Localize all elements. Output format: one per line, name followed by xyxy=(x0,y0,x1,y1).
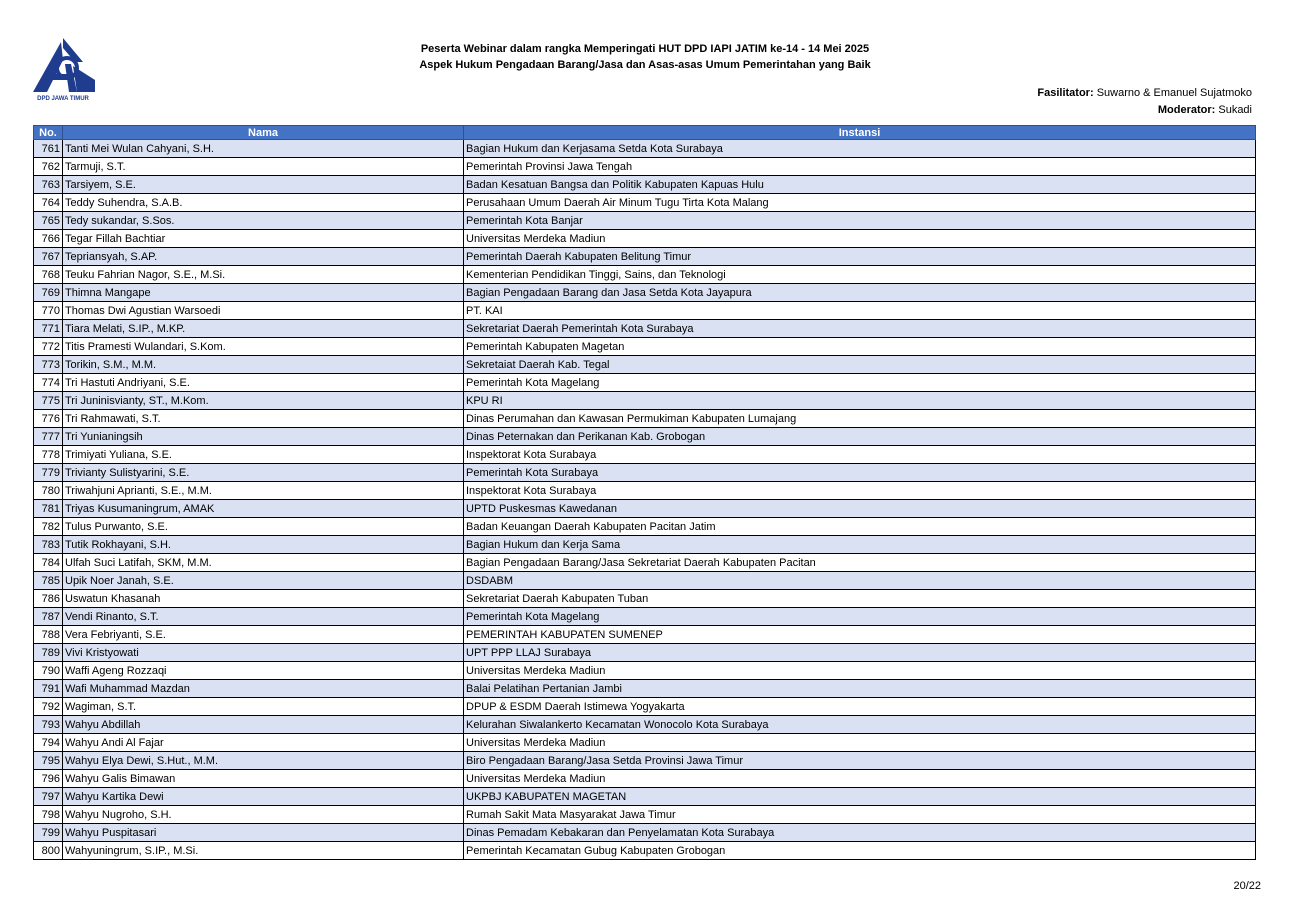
cell-instansi: PT. KAI xyxy=(464,302,1256,320)
table-row xyxy=(34,500,1256,518)
table-row xyxy=(34,662,1256,680)
cell-instansi: Badan Kesatuan Bangsa dan Politik Kabupaten Kapuas Hulu xyxy=(464,176,1256,194)
cell-instansi: Sekretariat Daerah Pemerintah Kota Surabaya xyxy=(464,320,1256,338)
cell-nama: Teuku Fahrian Nagor, S.E., M.Si. xyxy=(63,266,464,284)
cell-no: 799 xyxy=(34,824,63,842)
cell-nama: Tepriansyah, S.AP. xyxy=(63,248,464,266)
cell-no: 775 xyxy=(34,392,63,410)
cell-instansi: Pemerintah Kabupaten Magetan xyxy=(464,338,1256,356)
cell-no: 768 xyxy=(34,266,63,284)
cell-no: 794 xyxy=(34,734,63,752)
cell-no: 792 xyxy=(34,698,63,716)
cell-instansi: Kelurahan Siwalankerto Kecamatan Wonocolo Kota Surabaya xyxy=(464,716,1256,734)
cell-no: 761 xyxy=(34,140,63,158)
table-row xyxy=(34,338,1256,356)
cell-nama: Wahyu Nugroho, S.H. xyxy=(63,806,464,824)
cell-no: 763 xyxy=(34,176,63,194)
cell-instansi: Balai Pelatihan Pertanian Jambi xyxy=(464,680,1256,698)
facilitator-block xyxy=(1037,85,1252,119)
cell-nama: Trimiyati Yuliana, S.E. xyxy=(63,446,464,464)
table-row xyxy=(34,410,1256,428)
table-row xyxy=(34,140,1256,158)
cell-nama: Wagiman, S.T. xyxy=(63,698,464,716)
cell-instansi: Universitas Merdeka Madiun xyxy=(464,230,1256,248)
cell-instansi: Pemerintah Kota Magelang xyxy=(464,608,1256,626)
participants-table xyxy=(33,125,1256,860)
cell-nama: Tarmuji, S.T. xyxy=(63,158,464,176)
cell-no: 766 xyxy=(34,230,63,248)
cell-nama: Tri Juninisvianty, ST., M.Kom. xyxy=(63,392,464,410)
cell-instansi: Biro Pengadaan Barang/Jasa Setda Provinsi Jawa Timur xyxy=(464,752,1256,770)
cell-instansi: DSDABM xyxy=(464,572,1256,590)
cell-instansi: Dinas Pemadam Kebakaran dan Penyelamatan Kota Surabaya xyxy=(464,824,1256,842)
table-row xyxy=(34,464,1256,482)
cell-no: 772 xyxy=(34,338,63,356)
facilitator-value: Suwarno & Emanuel Sujatmoko xyxy=(1096,87,1252,99)
table-row xyxy=(34,644,1256,662)
cell-instansi: Universitas Merdeka Madiun xyxy=(464,734,1256,752)
cell-instansi: Universitas Merdeka Madiun xyxy=(464,770,1256,788)
cell-nama: Tarsiyem, S.E. xyxy=(63,176,464,194)
cell-nama: Vivi Kristyowati xyxy=(63,644,464,662)
table-row xyxy=(34,806,1256,824)
cell-nama: Tri Rahmawati, S.T. xyxy=(63,410,464,428)
cell-no: 784 xyxy=(34,554,63,572)
table-row xyxy=(34,680,1256,698)
cell-no: 783 xyxy=(34,536,63,554)
table-row xyxy=(34,554,1256,572)
table-row xyxy=(34,392,1256,410)
table-row xyxy=(34,428,1256,446)
cell-nama: Wahyu Elya Dewi, S.Hut., M.M. xyxy=(63,752,464,770)
table-row xyxy=(34,536,1256,554)
cell-no: 790 xyxy=(34,662,63,680)
moderator-value: Sukadi xyxy=(1218,104,1252,116)
cell-instansi: Sekretaiat Daerah Kab. Tegal xyxy=(464,356,1256,374)
cell-nama: Vera Febriyanti, S.E. xyxy=(63,626,464,644)
table-row xyxy=(34,752,1256,770)
cell-instansi: Bagian Hukum dan Kerja Sama xyxy=(464,536,1256,554)
cell-no: 800 xyxy=(34,842,63,860)
cell-nama: Wahyu Puspitasari xyxy=(63,824,464,842)
cell-instansi: Pemerintah Kecamatan Gubug Kabupaten Grobogan xyxy=(464,842,1256,860)
cell-no: 789 xyxy=(34,644,63,662)
table-row xyxy=(34,176,1256,194)
cell-instansi: Badan Keuangan Daerah Kabupaten Pacitan Jatim xyxy=(464,518,1256,536)
table-row xyxy=(34,158,1256,176)
table-row xyxy=(34,284,1256,302)
column-header-nama: Nama xyxy=(63,126,464,140)
cell-nama: Upik Noer Janah, S.E. xyxy=(63,572,464,590)
table-row xyxy=(34,248,1256,266)
cell-no: 785 xyxy=(34,572,63,590)
table-row xyxy=(34,446,1256,464)
facilitator-line xyxy=(1037,85,1252,102)
cell-instansi: Pemerintah Kota Magelang xyxy=(464,374,1256,392)
cell-nama: Tanti Mei Wulan Cahyani, S.H. xyxy=(63,140,464,158)
table-row xyxy=(34,572,1256,590)
cell-nama: Tutik Rokhayani, S.H. xyxy=(63,536,464,554)
cell-no: 771 xyxy=(34,320,63,338)
cell-instansi: Pemerintah Provinsi Jawa Tengah xyxy=(464,158,1256,176)
cell-instansi: KPU RI xyxy=(464,392,1256,410)
cell-instansi: Perusahaan Umum Daerah Air Minum Tugu Tirta Kota Malang xyxy=(464,194,1256,212)
table-row xyxy=(34,842,1256,860)
cell-nama: Ulfah Suci Latifah, SKM, M.M. xyxy=(63,554,464,572)
moderator-label: Moderator: xyxy=(1157,104,1216,116)
table-row xyxy=(34,320,1256,338)
cell-instansi: UKPBJ KABUPATEN MAGETAN xyxy=(464,788,1256,806)
table-row xyxy=(34,266,1256,284)
cell-nama: Thimna Mangape xyxy=(63,284,464,302)
cell-no: 767 xyxy=(34,248,63,266)
cell-instansi: Bagian Pengadaan Barang dan Jasa Setda Kota Jayapura xyxy=(464,284,1256,302)
table-row xyxy=(34,734,1256,752)
cell-nama: Torikin, S.M., M.M. xyxy=(63,356,464,374)
cell-instansi: Dinas Peternakan dan Perikanan Kab. Grobogan xyxy=(464,428,1256,446)
table-row xyxy=(34,698,1256,716)
cell-nama: Wafi Muhammad Mazdan xyxy=(63,680,464,698)
cell-nama: Uswatun Khasanah xyxy=(63,590,464,608)
cell-nama: Tri Hastuti Andriyani, S.E. xyxy=(63,374,464,392)
cell-instansi: Inspektorat Kota Surabaya xyxy=(464,446,1256,464)
table-row xyxy=(34,770,1256,788)
table-row xyxy=(34,482,1256,500)
table-row xyxy=(34,788,1256,806)
cell-no: 786 xyxy=(34,590,63,608)
table-row xyxy=(34,374,1256,392)
cell-instansi: Dinas Perumahan dan Kawasan Permukiman Kabupaten Lumajang xyxy=(464,410,1256,428)
cell-no: 764 xyxy=(34,194,63,212)
table-row xyxy=(34,302,1256,320)
cell-instansi: UPTD Puskesmas Kawedanan xyxy=(464,500,1256,518)
column-header-no: No. xyxy=(34,126,63,140)
cell-instansi: Inspektorat Kota Surabaya xyxy=(464,482,1256,500)
cell-instansi: Kementerian Pendidikan Tinggi, Sains, dan Teknologi xyxy=(464,266,1256,284)
cell-nama: Wahyuningrum, S.IP., M.Si. xyxy=(63,842,464,860)
title-line-1: Peserta Webinar dalam rangka Memperingati HUT DPD IAPI JATIM ke-14 - 14 Mei 2025 xyxy=(420,43,870,55)
table-row xyxy=(34,230,1256,248)
cell-instansi: Bagian Hukum dan Kerjasama Setda Kota Surabaya xyxy=(464,140,1256,158)
cell-nama: Tri Yunianingsih xyxy=(63,428,464,446)
cell-instansi: Rumah Sakit Mata Masyarakat Jawa Timur xyxy=(464,806,1256,824)
cell-no: 795 xyxy=(34,752,63,770)
cell-instansi: Pemerintah Kota Surabaya xyxy=(464,464,1256,482)
cell-nama: Trivianty Sulistyarini, S.E. xyxy=(63,464,464,482)
cell-no: 770 xyxy=(34,302,63,320)
title-line-2: Aspek Hukum Pengadaan Barang/Jasa dan Asas-asas Umum Pemerintahan yang Baik xyxy=(419,59,871,71)
cell-nama: Tulus Purwanto, S.E. xyxy=(63,518,464,536)
table-row xyxy=(34,716,1256,734)
table-row xyxy=(34,518,1256,536)
facilitator-label: Fasilitator: xyxy=(1037,87,1094,99)
cell-no: 791 xyxy=(34,680,63,698)
cell-no: 798 xyxy=(34,806,63,824)
cell-no: 797 xyxy=(34,788,63,806)
cell-no: 788 xyxy=(34,626,63,644)
cell-instansi: UPT PPP LLAJ Surabaya xyxy=(464,644,1256,662)
cell-nama: Triyas Kusumaningrum, AMAK xyxy=(63,500,464,518)
moderator-line xyxy=(1037,102,1252,119)
cell-no: 782 xyxy=(34,518,63,536)
cell-nama: Wahyu Andi Al Fajar xyxy=(63,734,464,752)
cell-no: 778 xyxy=(34,446,63,464)
document-title xyxy=(0,41,1290,73)
cell-nama: Teddy Suhendra, S.A.B. xyxy=(63,194,464,212)
cell-no: 787 xyxy=(34,608,63,626)
cell-instansi: Pemerintah Daerah Kabupaten Belitung Timur xyxy=(464,248,1256,266)
cell-no: 774 xyxy=(34,374,63,392)
cell-instansi: Pemerintah Kota Banjar xyxy=(464,212,1256,230)
cell-no: 769 xyxy=(34,284,63,302)
cell-instansi: Universitas Merdeka Madiun xyxy=(464,662,1256,680)
cell-no: 781 xyxy=(34,500,63,518)
table-row xyxy=(34,608,1256,626)
table-row xyxy=(34,824,1256,842)
logo-text: DPD JAWA TIMUR xyxy=(37,96,89,102)
cell-no: 765 xyxy=(34,212,63,230)
table-row xyxy=(34,212,1256,230)
cell-no: 776 xyxy=(34,410,63,428)
table-row xyxy=(34,194,1256,212)
cell-nama: Tegar Fillah Bachtiar xyxy=(63,230,464,248)
column-header-instansi: Instansi xyxy=(464,126,1256,140)
table-header-row xyxy=(34,126,1256,140)
cell-no: 793 xyxy=(34,716,63,734)
table-row xyxy=(34,356,1256,374)
cell-instansi: DPUP & ESDM Daerah Istimewa Yogyakarta xyxy=(464,698,1256,716)
cell-no: 762 xyxy=(34,158,63,176)
cell-instansi: Bagian Pengadaan Barang/Jasa Sekretariat Daerah Kabupaten Pacitan xyxy=(464,554,1256,572)
cell-nama: Wahyu Kartika Dewi xyxy=(63,788,464,806)
cell-nama: Titis Pramesti Wulandari, S.Kom. xyxy=(63,338,464,356)
table-row xyxy=(34,626,1256,644)
cell-no: 779 xyxy=(34,464,63,482)
cell-instansi: PEMERINTAH KABUPATEN SUMENEP xyxy=(464,626,1256,644)
cell-nama: Wahyu Abdillah xyxy=(63,716,464,734)
cell-instansi: Sekretariat Daerah Kabupaten Tuban xyxy=(464,590,1256,608)
cell-nama: Triwahjuni Aprianti, S.E., M.M. xyxy=(63,482,464,500)
cell-nama: Thomas Dwi Agustian Warsoedi xyxy=(63,302,464,320)
page-number: 20/22 xyxy=(1233,880,1261,892)
cell-nama: Waffi Ageng Rozzaqi xyxy=(63,662,464,680)
cell-no: 777 xyxy=(34,428,63,446)
cell-no: 780 xyxy=(34,482,63,500)
cell-no: 773 xyxy=(34,356,63,374)
cell-no: 796 xyxy=(34,770,63,788)
cell-nama: Tiara Melati, S.IP., M.KP. xyxy=(63,320,464,338)
cell-nama: Wahyu Galis Bimawan xyxy=(63,770,464,788)
cell-nama: Vendi Rinanto, S.T. xyxy=(63,608,464,626)
cell-nama: Tedy sukandar, S.Sos. xyxy=(63,212,464,230)
table-row xyxy=(34,590,1256,608)
